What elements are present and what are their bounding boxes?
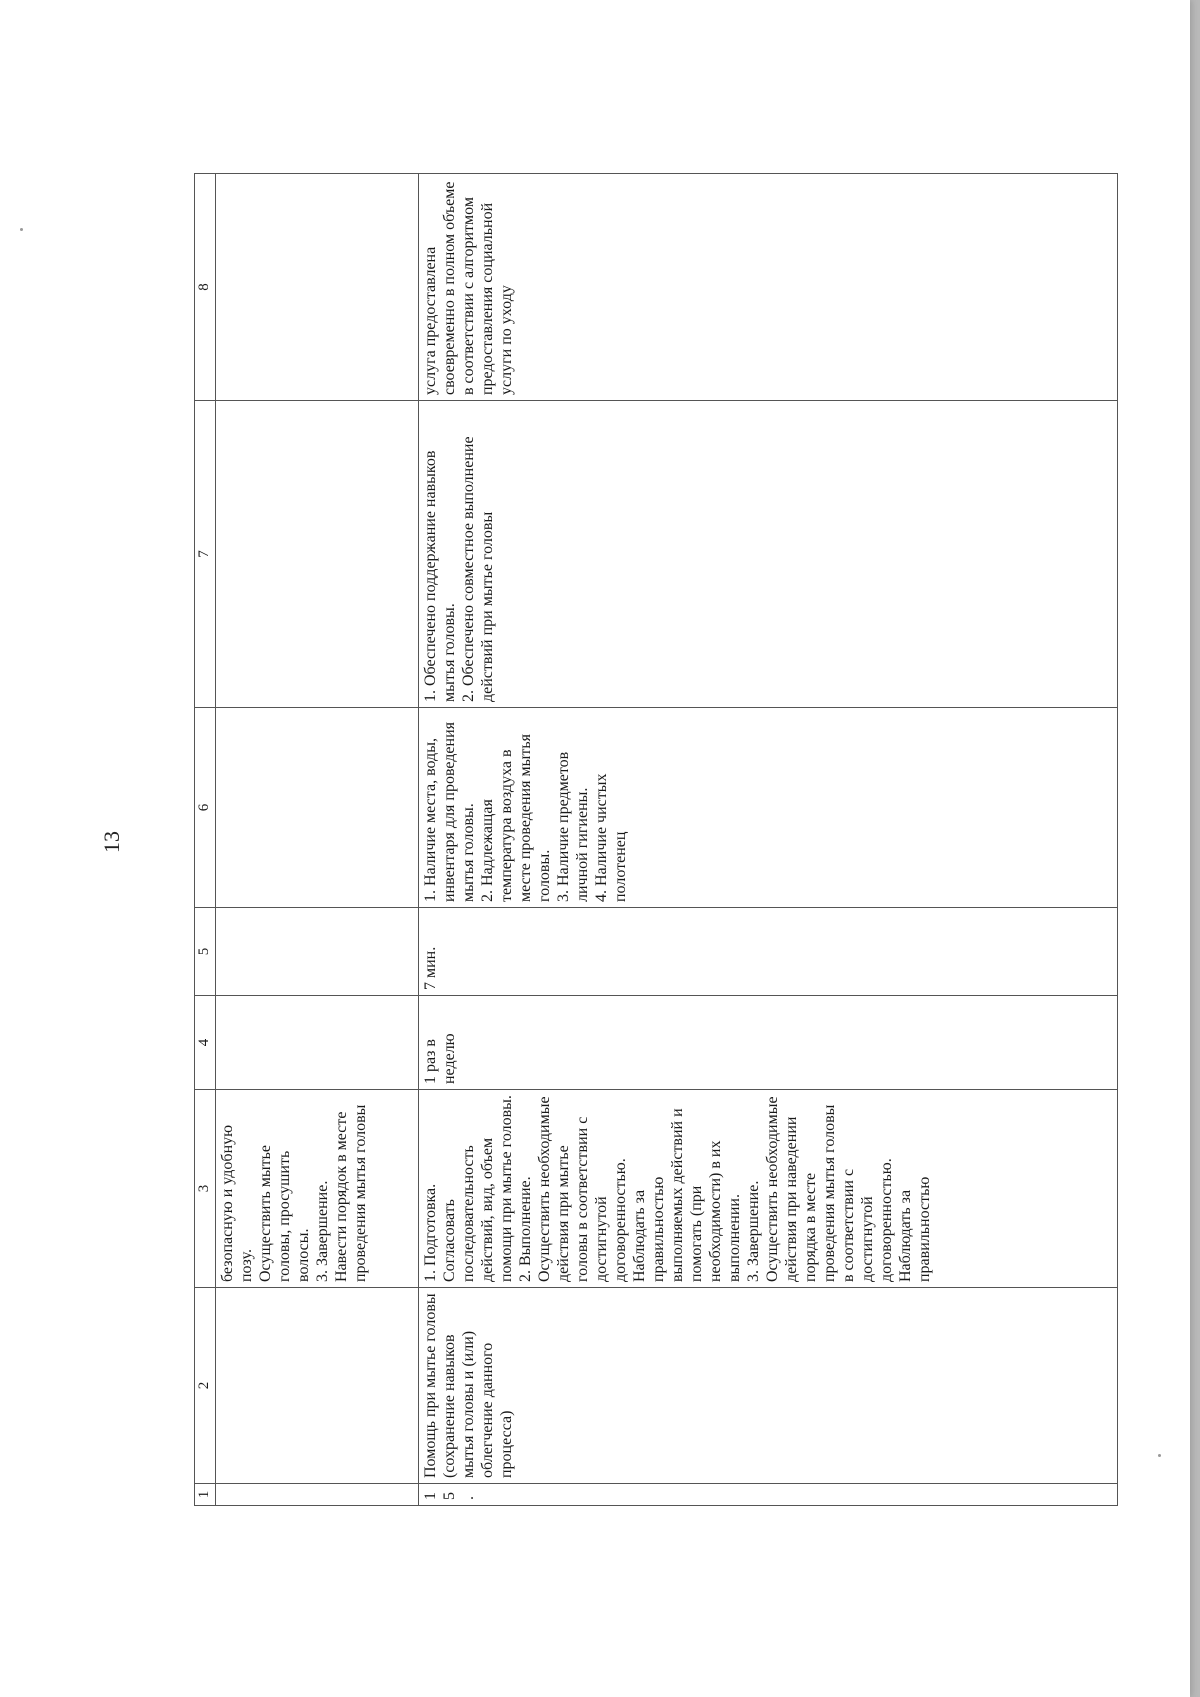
table-cell bbox=[216, 401, 419, 708]
column-header: 5 bbox=[195, 908, 216, 996]
table-cell bbox=[216, 1288, 419, 1484]
service-standards-table bbox=[194, 173, 1118, 1506]
table-cell: 1. Обеспечено поддержание навыков мытья головы. 2. Обеспечено совместное выполнение действий при мытье головы bbox=[419, 401, 1118, 708]
table-cell: 1 раз в неделю bbox=[419, 996, 1118, 1090]
table-header-row bbox=[195, 174, 216, 1506]
table-cell bbox=[216, 908, 419, 996]
table-cell: 15. bbox=[419, 1484, 1118, 1506]
scan-speck bbox=[1158, 1454, 1161, 1457]
table-cell bbox=[216, 174, 419, 401]
table-cell bbox=[216, 1484, 419, 1506]
table-cell: 7 мин. bbox=[419, 908, 1118, 996]
table-cell: услуга предоставлена своевременно в полном объеме в соответствии с алгоритмом предоставления социальной услуги по уходу bbox=[419, 174, 1118, 401]
table-cell: 1. Наличие места, воды, инвентаря для проведения мытья головы. 2. Надлежащая температура воздуха в месте проведения мытья головы. 3. Наличие предметов личной гигиены. 4. Наличие чистых полотенец bbox=[419, 708, 1118, 908]
page-number: 13 bbox=[99, 831, 124, 853]
table-cell: безопасную и удобную позу. Осуществить мытье головы, просушить волосы. 3. Завершение. Навести порядок в месте проведения мытья головы bbox=[216, 1090, 419, 1288]
table-cell bbox=[216, 708, 419, 908]
table-row bbox=[216, 174, 419, 1506]
table-cell: Помощь при мытье головы (сохранение навыков мытья головы и (или) облегчение данного процесса) bbox=[419, 1288, 1118, 1484]
column-header: 8 bbox=[195, 174, 216, 401]
table-row bbox=[419, 174, 1118, 1506]
scan-speck bbox=[20, 228, 23, 231]
table-cell bbox=[216, 996, 419, 1090]
column-header: 1 bbox=[195, 1484, 216, 1506]
rotated-table-wrapper bbox=[194, 174, 1118, 1506]
table-cell: 1. Подготовка. Согласовать последовательность действий, вид, объем помощи при мытье головы. 2. Выполнение. Осуществить необходимые действия при мытье головы в соответствии с достигнутой договоренностью. Наблюдать за правильностью выполняемых действий и помогать (при необходимости) в их выполнении. 3. Завершение. Осуществить необходимые действия при наведении порядка в месте проведения мытья головы в соответствии с достигнутой договоренностью. Наблюдать за правильностью bbox=[419, 1090, 1118, 1288]
column-header: 2 bbox=[195, 1288, 216, 1484]
column-header: 7 bbox=[195, 401, 216, 708]
column-header: 4 bbox=[195, 996, 216, 1090]
column-header: 3 bbox=[195, 1090, 216, 1288]
column-header: 6 bbox=[195, 708, 216, 908]
